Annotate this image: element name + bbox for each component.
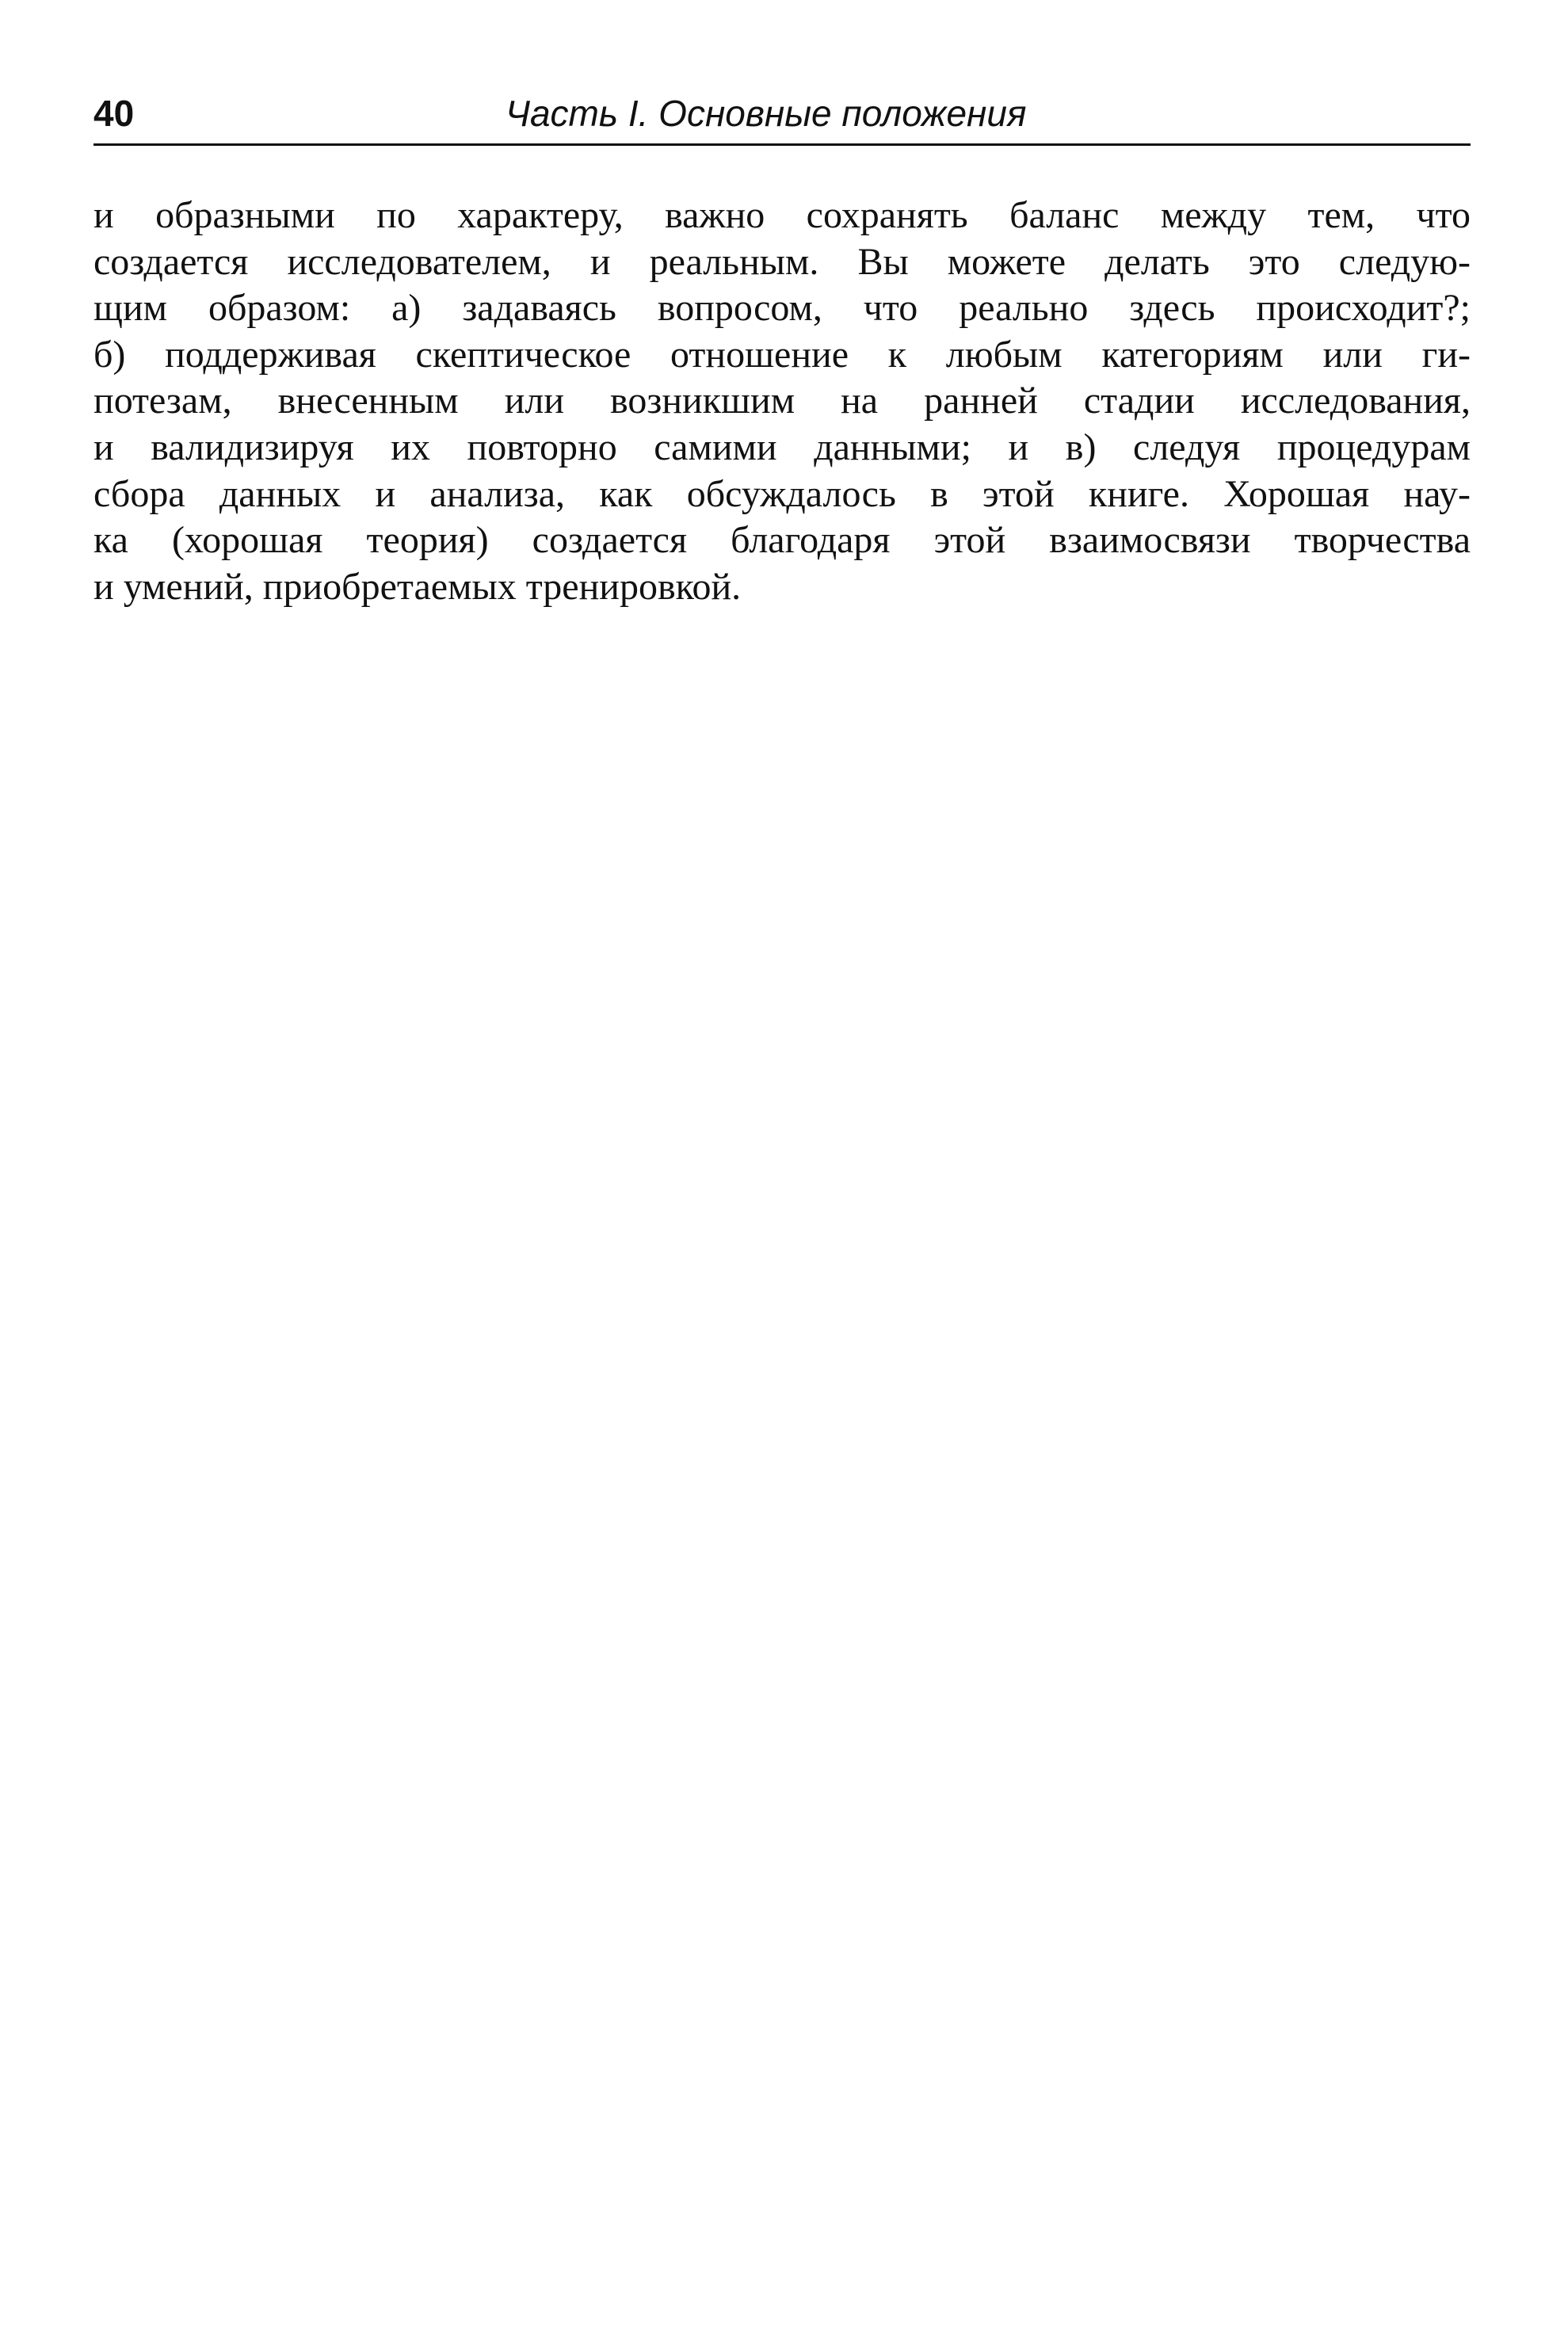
text-line: и умений, приобретаемых тренировкой. bbox=[93, 565, 742, 608]
header-rule bbox=[93, 143, 1471, 146]
chapter-title: Часть I. Основные положения bbox=[505, 93, 1027, 134]
running-head bbox=[93, 89, 1471, 138]
text-line: и образными по характеру, важно сохранять баланс между тем, что bbox=[93, 194, 1471, 236]
text-line: щим образом: а) задаваясь вопросом, что реально здесь происходит?; bbox=[93, 287, 1471, 330]
text-line: создается исследователем, и реальным. Вы можете делать это следую- bbox=[93, 240, 1471, 283]
body-paragraph bbox=[93, 193, 1471, 610]
text-line: ка (хорошая теория) создается благодаря этой взаимосвязи творчества bbox=[93, 519, 1471, 562]
text-line: и валидизируя их повторно самими данными; и в) следуя процедурам bbox=[93, 426, 1471, 468]
page-number: 40 bbox=[93, 93, 135, 134]
text-line: б) поддерживая скептическое отношение к любым категориям или ги- bbox=[93, 333, 1471, 376]
text-line: потезам, внесенным или возникшим на ранней стадии исследования, bbox=[93, 380, 1471, 422]
text-line: сбора данных и анализа, как обсуждалось в этой книге. Хорошая нау- bbox=[93, 472, 1471, 515]
